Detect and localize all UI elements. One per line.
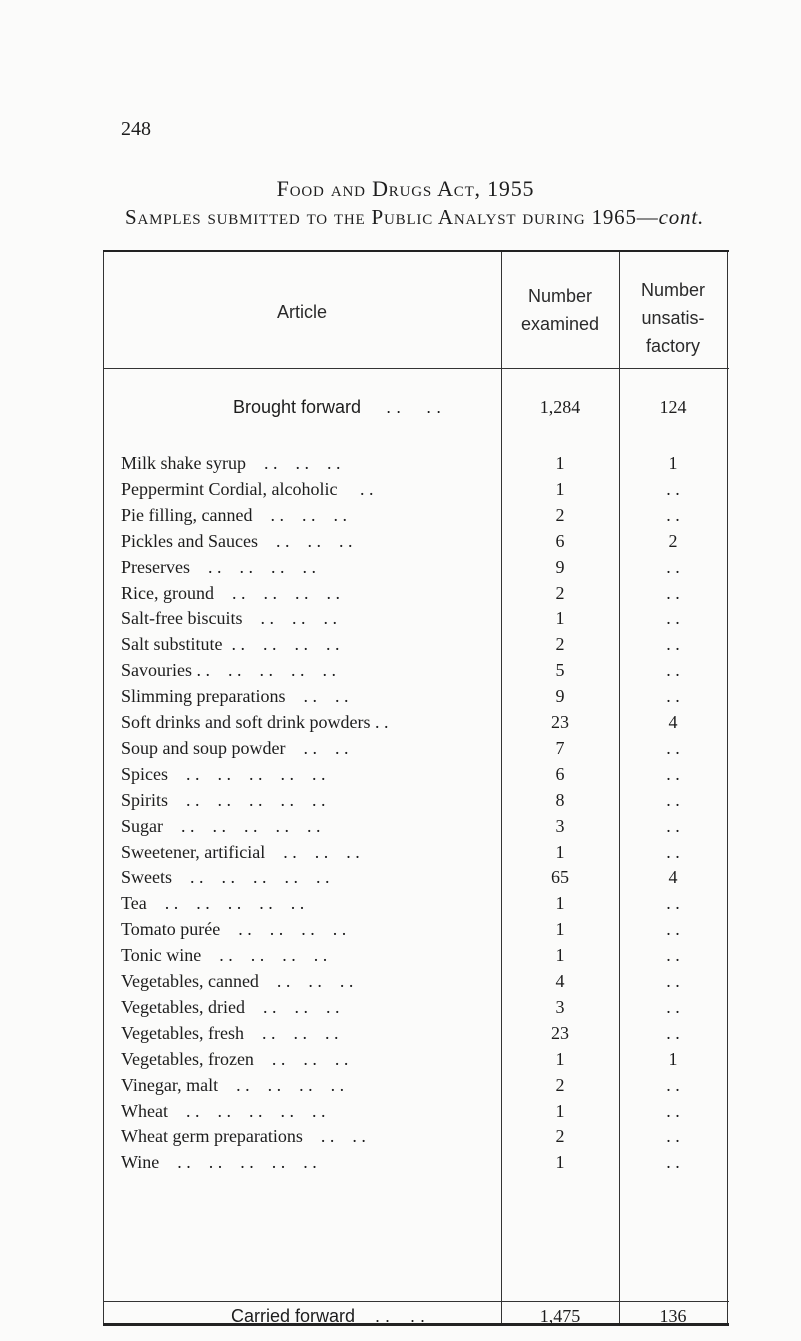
unsatisfactory-cell: . . [666,996,680,1017]
header-number-examined [501,252,619,368]
unsatisfactory-cell: 1 [668,1048,678,1069]
carried-forward-examined: 1,475 [539,1306,581,1326]
unsatisfactory-cell: . . [666,841,680,862]
examined-cell: 3 [555,996,565,1017]
unsatisfactory-cell: . . [666,763,680,784]
header-article-label: Article [276,302,327,322]
article-cell: Tea . . . . . . . . . . [121,893,305,914]
article-cell: Slimming preparations . . . . [121,686,349,707]
unsatisfactory-cell: . . [666,1100,680,1121]
table-row [103,450,729,476]
carried-forward-row [103,1303,729,1329]
article-cell: Pickles and Sauces . . . . . . [121,530,353,551]
header-unsatis-line-1: Number [640,280,706,300]
unsatisfactory-cell: . . [666,608,680,629]
examined-cell: 2 [555,582,565,603]
brought-forward-unsatisfactory: 124 [659,397,687,417]
page-number: 248 [121,118,151,140]
table-row [103,916,729,942]
examined-cell: 2 [555,1074,565,1095]
article-cell: Pie filling, canned . . . . . . [121,504,347,525]
table-row [103,813,729,839]
table-row [103,942,729,968]
examined-cell: 6 [555,530,565,551]
unsatisfactory-cell: 1 [668,453,678,473]
examined-cell: 8 [555,789,565,810]
carried-forward-label: Carried forward . . . . [231,1306,426,1326]
brought-forward-row [103,394,729,420]
examined-cell: 1 [555,893,565,914]
table-row [103,735,729,761]
article-cell: Sweetener, artificial . . . . . . [121,841,360,862]
unsatisfactory-cell: . . [666,1126,680,1147]
unsatisfactory-cell: . . [666,478,680,499]
article-cell: Wheat . . . . . . . . . . [121,1100,326,1121]
examined-cell: 5 [555,660,565,681]
header-unsatis-line-2: unsatis- [641,308,705,328]
header-unsatis-line-3: factory [645,336,701,356]
examined-cell: 1 [555,608,565,629]
unsatisfactory-cell: . . [666,504,680,525]
examined-cell: 1 [555,453,565,473]
subtitle-text: Samples submitted to the Public Analyst during 1965— [124,205,659,229]
article-cell: Savouries . . . . . . . . . . [121,660,336,681]
table-row [103,994,729,1020]
unsatisfactory-cell: . . [666,1152,680,1173]
unsatisfactory-cell: 2 [668,530,678,551]
article-cell: Tomato purée . . . . . . . . [121,919,347,940]
header-article [103,252,501,370]
header-examined-line-2: examined [520,314,600,334]
examined-cell: 2 [555,504,565,525]
brought-forward-examined: 1,284 [539,397,581,417]
article-cell: Vinegar, malt . . . . . . . . [121,1074,345,1095]
article-cell: Vegetables, canned . . . . . . [121,971,354,991]
table-row [103,528,729,554]
article-cell: Preserves . . . . . . . . [121,556,316,577]
article-cell: Salt-free biscuits . . . . . . [121,608,337,629]
unsatisfactory-cell: . . [666,634,680,655]
examined-cell: 65 [551,867,569,888]
article-cell: Wine . . . . . . . . . . [121,1152,317,1173]
table-row [103,683,729,709]
unsatisfactory-cell: 4 [668,712,678,732]
unsatisfactory-cell: . . [666,971,680,991]
examined-cell: 1 [555,841,565,862]
article-cell: Tonic wine . . . . . . . . [121,945,328,966]
table-row [103,1123,729,1149]
unsatisfactory-cell: . . [666,789,680,810]
unsatisfactory-cell: . . [666,919,680,940]
brought-forward-label: Brought forward . . . . [233,397,442,417]
examined-cell: 1 [555,1048,565,1069]
examined-cell: 7 [555,737,565,758]
table-row [103,580,729,606]
unsatisfactory-cell: . . [666,945,680,966]
table-row [103,1098,729,1124]
examined-cell: 1 [555,919,565,940]
article-cell: Sweets . . . . . . . . . . [121,867,330,888]
table-row [103,554,729,580]
page-title: Food and Drugs Act, 1955 [276,176,535,201]
unsatisfactory-cell: . . [666,556,680,577]
table-row [103,890,729,916]
table-row [103,657,729,683]
table-row [103,476,729,502]
article-cell: Wheat germ preparations . . . . [121,1126,366,1147]
examined-cell: 23 [551,1022,569,1043]
table-row [103,968,729,994]
unsatisfactory-cell: . . [666,582,680,603]
article-cell: Soft drinks and soft drink powders . . [121,712,389,732]
table-row [103,1046,729,1072]
examined-cell: 2 [555,634,565,655]
examined-cell: 6 [555,763,565,784]
unsatisfactory-cell: . . [666,815,680,836]
table-row [103,631,729,657]
table-row [103,502,729,528]
article-cell: Vegetables, fresh . . . . . . [121,1022,339,1043]
article-cell: Sugar . . . . . . . . . . [121,815,321,836]
samples-table [103,250,729,1326]
table-row [103,709,729,735]
article-cell: Soup and soup powder . . . . [121,737,349,758]
examined-cell: 1 [555,945,565,966]
table-row [103,761,729,787]
examined-cell: 9 [555,686,565,707]
subtitle-cont: cont. [658,205,704,229]
table-row [103,1020,729,1046]
carried-forward-unsatisfactory: 136 [659,1306,687,1326]
article-cell: Vegetables, frozen . . . . . . [121,1048,349,1069]
table-row [103,787,729,813]
examined-cell: 1 [555,478,565,499]
article-cell: Spirits . . . . . . . . . . [121,789,326,810]
article-cell: Peppermint Cordial, alcoholic . . [121,478,374,499]
unsatisfactory-cell: . . [666,1074,680,1095]
footer-rule [103,1301,729,1302]
table-row [103,864,729,890]
article-cell: Salt substitute . . . . . . . . [121,634,340,655]
unsatisfactory-cell: . . [666,1022,680,1043]
unsatisfactory-cell: 4 [668,867,678,888]
table-row [103,605,729,631]
examined-cell: 3 [555,815,565,836]
unsatisfactory-cell: . . [666,737,680,758]
article-cell: Milk shake syrup . . . . . . [121,453,341,473]
article-cell: Rice, ground . . . . . . . . [121,582,340,603]
article-cell: Spices . . . . . . . . . . [121,763,326,784]
examined-cell: 1 [555,1100,565,1121]
examined-cell: 9 [555,556,565,577]
header-examined-line-1: Number [527,286,592,306]
examined-cell: 1 [555,1152,565,1173]
examined-cell: 23 [551,712,569,732]
table-row [103,839,729,865]
page-subtitle [0,205,801,230]
article-cell: Vegetables, dried . . . . . . [121,996,340,1017]
examined-cell: 4 [555,971,565,991]
unsatisfactory-cell: . . [666,893,680,914]
unsatisfactory-cell: . . [666,660,680,681]
unsatisfactory-cell: . . [666,686,680,707]
header-number-unsatisfactory [619,252,727,376]
examined-cell: 2 [555,1126,565,1147]
table-row [103,1149,729,1175]
table-row [103,1072,729,1098]
